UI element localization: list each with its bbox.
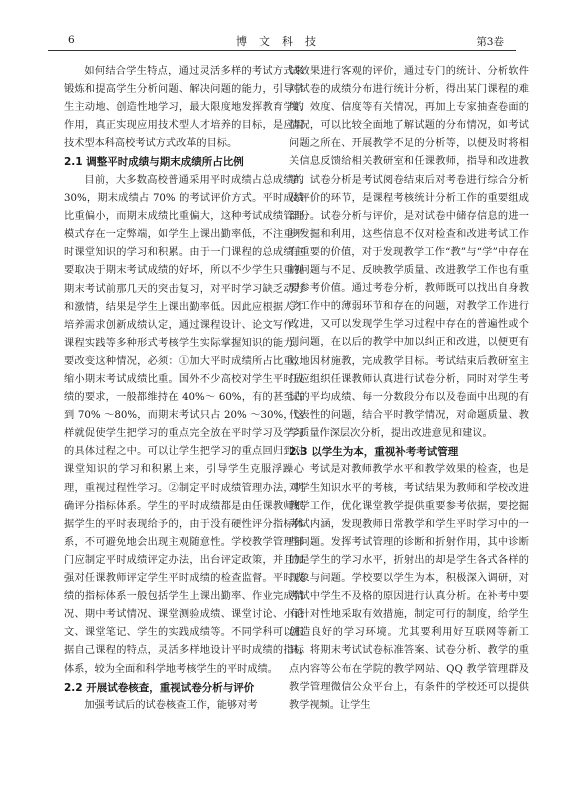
page-number: 6 bbox=[68, 34, 75, 46]
paragraph: 加强考试后的试卷核查工作，能够对考 bbox=[84, 700, 258, 712]
paragraph: 试效果进行客观的评价，通过专门的统计、分析软件对试卷的成绩分布进行统计分析，得出某门课程的难度、效度、信度等有关情况，再加上专家抽查卷面的情况，可以比较全面地了解试题的分布情况，如考试问题之所在、开展教学不足的分析等，以便及时将相关信息反馈给相关教研室和任课教师，指导和改进教学。试卷分析是考试阅卷结束后对考卷进行综合分析及评价的环节，是课程考核统计分析工作的重要组成部分。试卷分析与评价，是对试卷中储存信息的进一步发掘和利用，这些信息不仅对检查和改进考试工作有重要的价值，对于发现教学工作“教”与“学”中存在的问题与不足、反映教学质量、改进教学工作也有重要参考价值。通过考卷分析，教师既可以找出自身教学工作中的薄弱环节和存在的问题，对教学工作进行改进，又可以发现学生学习过程中存在的普遍性或个别问题，在以后的教学中加以纠正和改进，以便更有效地因材施教，完成教学目标。考试结束后教研室主任应组织任课教师认真进行试卷分析，同时对学生考试的平均成绩、每一分数段分布以及卷面中出现的有代表性的问题，结合平时教学情况，对命题质量、教学质量作深层次分析，提出改进意见和建议。 bbox=[289, 66, 529, 439]
journal-title: 博文科技 bbox=[236, 35, 328, 48]
volume-label: 第3卷 bbox=[476, 36, 504, 48]
paragraph: 目前，大多数高校普通采用平时成绩占总成绩的 30%，期末成绩占 70% 的考试评价方式。平时成绩比重偏小，而期末成绩比重偏大，这种考试成绩管理模式存在一定弊端，如学生上课出勤率低，不注重平时课堂知识的学习和积累。由于一门课程的总成绩主要取决于期末考试成绩的好坏，所以不少学生只重视期末考试前那几天的突击复习，对平时学习缺乏动力和激情，结果是学生上课出勤率低。因此应根据人才培养需求创新成绩认定，通过课程设计、论文写作、课程实践等多种形式考核学生实际掌握知识的能力。要改变这种情况，必须：①加大平时成绩所占比重，缩小期末考试成绩比重。国外不少高校对学生平时成绩的要求，一般都维持在 40%～ 60%，有的甚至占到 70% ～80%，而期末考试只占 20% ～30%，这样就促使学生把学习的重点完全放在平时学习及学习的具体过程之中。可以让学生把学习的重点回归到对课堂知识的学习和积累上来，引导学生克服浮躁心理，重视过程性学习。②制定平时成绩管理办法，明确评分指标体系。学生的平时成绩都是由任课教师根据学生的平时表现给予的，由于没有硬性评分指标体系，不可避免地会出现主观随意性。学校教学管理部门应制定平时成绩评定办法，出台评定政策，并且加强对任课教师评定学生平时成绩的检查监督。平时成绩的指标体系一般包括学生上课出勤率、作业完成情况、期中考试情况、课堂测验成绩、课堂讨论、小论文、课堂笔记、学生的实践成绩等。不同学科可以根据自己课程的特点，灵活多样地设计平时成绩的指标体系，较为全面和科学地考核学生的平时成绩。 bbox=[64, 174, 304, 675]
section-heading: 2.1 调整平时成绩与期末成绩所占比例 bbox=[64, 156, 244, 169]
running-header bbox=[48, 32, 516, 51]
right-column bbox=[289, 63, 529, 715]
paragraph: 如何结合学生特点，通过灵活多样的考试方式来锻炼和提高学生分析问题、解决问题的能力，引导学生主动地、创造性地学习，最大限度地发挥教育学的作用，真正实现应用技术型人才培养的目标，是应用技术型本科高校考试方式改革的目标。 bbox=[64, 66, 304, 150]
paragraph: 考试是对教师教学水平和教学效果的检查，也是对学生知识水平的考核，考试结果为教师和学校改进教学工作，优化课堂教学提供重要参考依据，要挖掘考试内涵，发现教师日常教学和学生平时学习中的一些问题。发挥考试管理的诊断和折射作用，其中诊断的是学生的学习水平，折射出的却是学生各式各样的现象与问题。学校要以学生为本，积极深入调研，对考试中学生不及格的原因进行认真分析。在补考中要有针对性地采取有效措施，制定可行的制度，给学生创造良好的学习环境。尤其要利用好互联网等新工具，将期末考试试卷标准答案、试卷分析、教学的重点内容等公布在学院的教学网站、QQ 教学管理群及教学管理微信公众平台上，有条件的学校还可以提供教学视频。让学生 bbox=[289, 464, 529, 711]
section-heading: 2.3 以学生为本，重视补考考试管理 bbox=[289, 445, 459, 458]
left-column bbox=[64, 63, 304, 715]
section-heading: 2.2 开展试卷核查，重视试卷分析与评价 bbox=[64, 681, 255, 694]
